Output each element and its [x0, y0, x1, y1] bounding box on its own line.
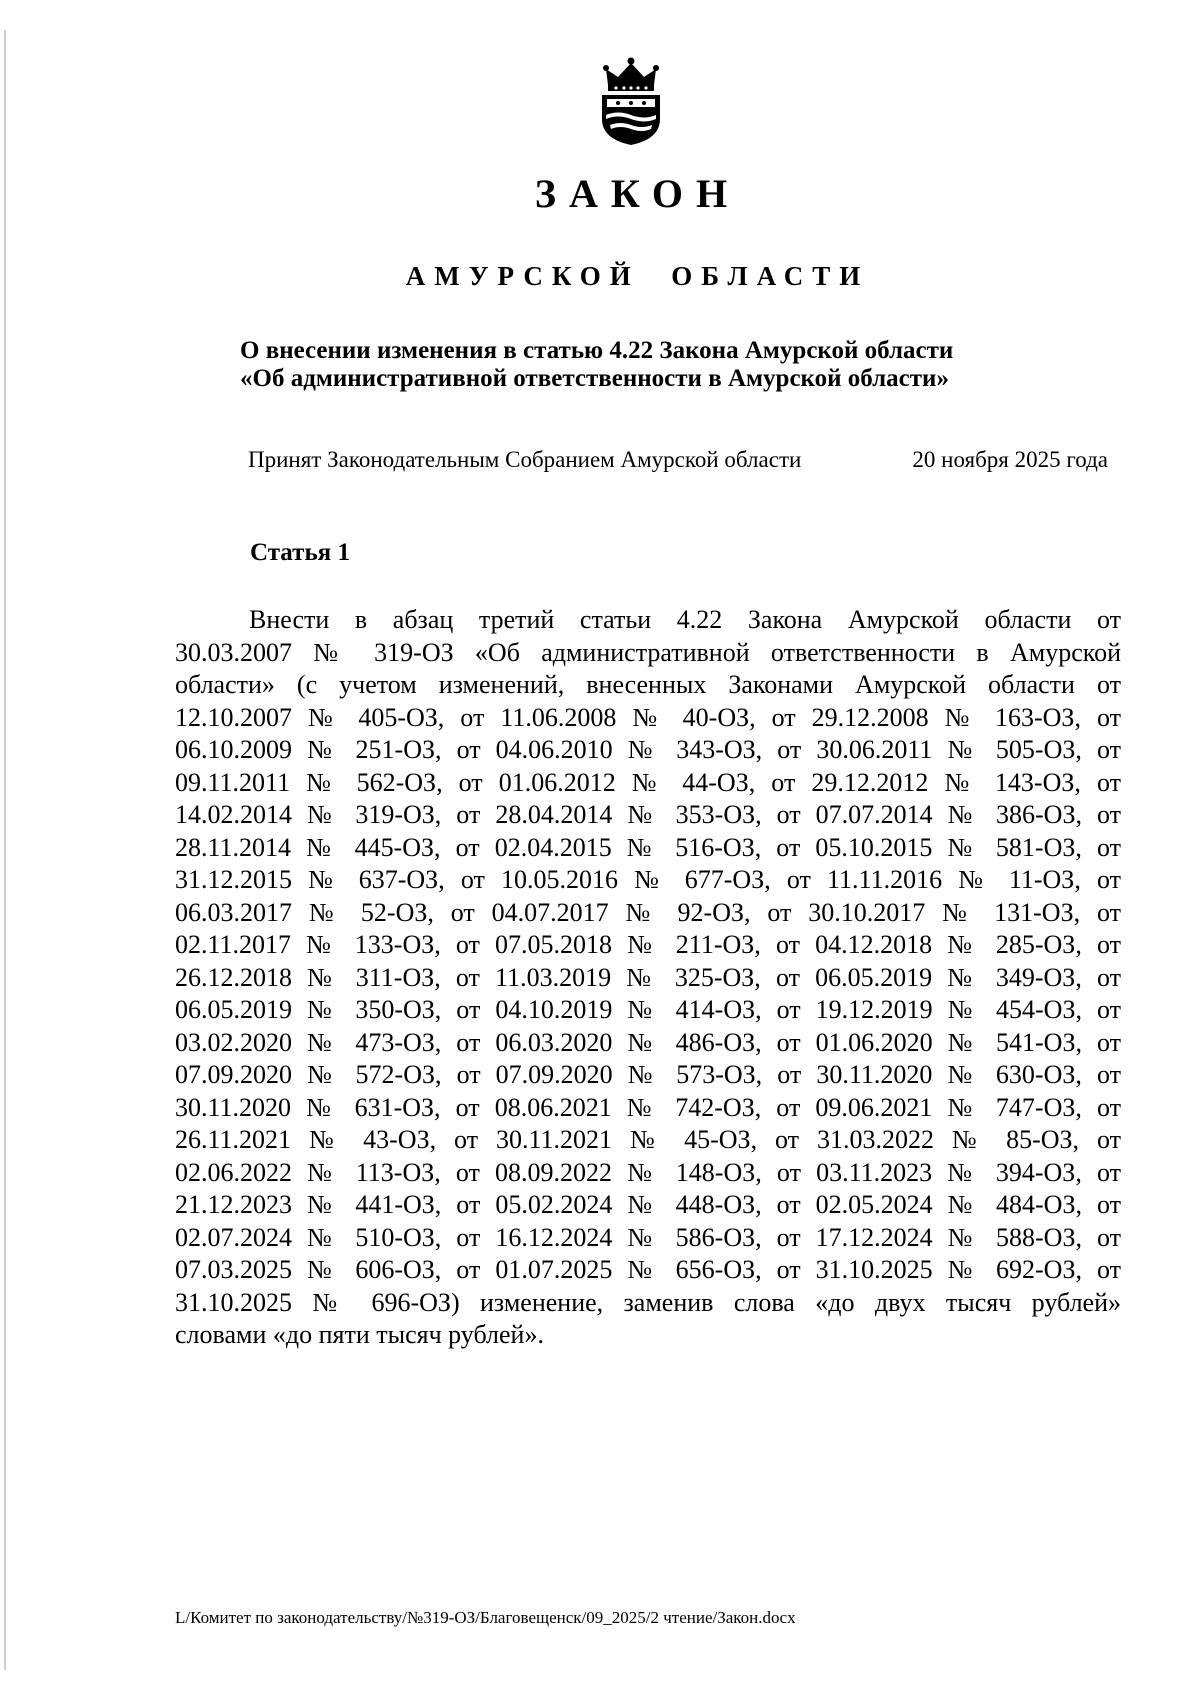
- article-line: 06.10.2009 № 251-ОЗ, от 04.06.2010 № 343-ОЗ, от 30.06.2011 № 505-ОЗ, от: [175, 735, 1121, 764]
- adopted-by-text: Принят Законодательным Собранием Амурской области: [248, 447, 802, 472]
- document-title: ЗАКОН: [534, 171, 741, 216]
- article-line: 31.10.2025 № 696-ОЗ) изменение, заменив слова «до двух тысяч рублей»: [175, 1287, 1121, 1317]
- article-line: 03.02.2020 № 473-ОЗ, от 06.03.2020 № 486-ОЗ, от 01.06.2020 № 541-ОЗ, от: [175, 1027, 1121, 1057]
- article-line: 21.12.2023 № 441-ОЗ, от 05.02.2024 № 448-ОЗ, от 02.05.2024 № 484-ОЗ, от: [175, 1190, 1121, 1219]
- article-line: 02.07.2024 № 510-ОЗ, от 16.12.2024 № 586-ОЗ, от 17.12.2024 № 588-ОЗ, от: [175, 1222, 1121, 1252]
- coat-of-arms-emblem: [596, 55, 666, 147]
- article-line: 06.03.2017 № 52-ОЗ, от 04.07.2017 № 92-ОЗ, от 30.10.2017 № 131-ОЗ, от: [175, 897, 1121, 927]
- article-line: 09.11.2011 № 562-ОЗ, от 01.06.2012 № 44-ОЗ, от 29.12.2012 № 143-ОЗ, от: [175, 767, 1121, 797]
- article-line: 02.06.2022 № 113-ОЗ, от 08.09.2022 № 148-ОЗ, от 03.11.2023 № 394-ОЗ, от: [175, 1157, 1121, 1187]
- adoption-date: 20 ноября 2025 года: [912, 447, 1108, 472]
- law-subject-line: «Об административной ответственности в Амурской области»: [240, 365, 949, 392]
- article-line: 14.02.2014 № 319-ОЗ, от 28.04.2014 № 353-ОЗ, от 07.07.2014 № 386-ОЗ, от: [175, 800, 1121, 829]
- article-line: 12.10.2007 № 405-ОЗ, от 11.06.2008 № 40-ОЗ, от 29.12.2008 № 163-ОЗ, от: [175, 702, 1121, 732]
- article-line: 07.03.2025 № 606-ОЗ, от 01.07.2025 № 656-ОЗ, от 31.10.2025 № 692-ОЗ, от: [175, 1255, 1121, 1284]
- article-line: 07.09.2020 № 572-ОЗ, от 07.09.2020 № 573-ОЗ, от 30.11.2020 № 630-ОЗ, от: [175, 1060, 1121, 1089]
- article-line: 28.11.2014 № 445-ОЗ, от 02.04.2015 № 516-ОЗ, от 05.10.2015 № 581-ОЗ, от: [175, 832, 1121, 862]
- article-line: 30.11.2020 № 631-ОЗ, от 08.06.2021 № 742-ОЗ, от 09.06.2021 № 747-ОЗ, от: [175, 1092, 1121, 1122]
- article-line: 02.11.2017 № 133-ОЗ, от 07.05.2018 № 211-ОЗ, от 04.12.2018 № 285-ОЗ, от: [175, 930, 1121, 959]
- article-line: 31.12.2015 № 637-ОЗ, от 10.05.2016 № 677-ОЗ, от 11.11.2016 № 11-ОЗ, от: [175, 865, 1121, 894]
- adoption-row: [248, 445, 1108, 479]
- region-title: АМУРСКОЙ ОБЛАСТИ: [405, 261, 870, 291]
- article-heading: Статья 1: [250, 539, 350, 566]
- article-line: 30.03.2007 № 319-ОЗ «Об административной ответственности в Амурской: [175, 637, 1121, 667]
- file-path-footer: L/Комитет по законодательству/№319-ОЗ/Благовещенск/09_2025/2 чтение/Закон.docx: [175, 1608, 796, 1627]
- law-subject: [240, 337, 1100, 393]
- article-line: Внести в абзац третий статьи 4.22 Закона Амурской области от: [249, 605, 1121, 634]
- article-body: [175, 604, 1121, 1352]
- article-line: области» (с учетом изменений, внесенных Законами Амурской области от: [175, 670, 1121, 699]
- article-line: 06.05.2019 № 350-ОЗ, от 04.10.2019 № 414-ОЗ, от 19.12.2019 № 454-ОЗ, от: [175, 995, 1121, 1024]
- article-line: словами «до пяти тысяч рублей».: [175, 1320, 544, 1349]
- article-line: 26.11.2021 № 43-ОЗ, от 30.11.2021 № 45-ОЗ, от 31.03.2022 № 85-ОЗ, от: [175, 1125, 1121, 1154]
- law-subject-line: О внесении изменения в статью 4.22 Закона Амурской области: [240, 337, 954, 364]
- article-line: 26.12.2018 № 311-ОЗ, от 11.03.2019 № 325-ОЗ, от 06.05.2019 № 349-ОЗ, от: [175, 962, 1121, 992]
